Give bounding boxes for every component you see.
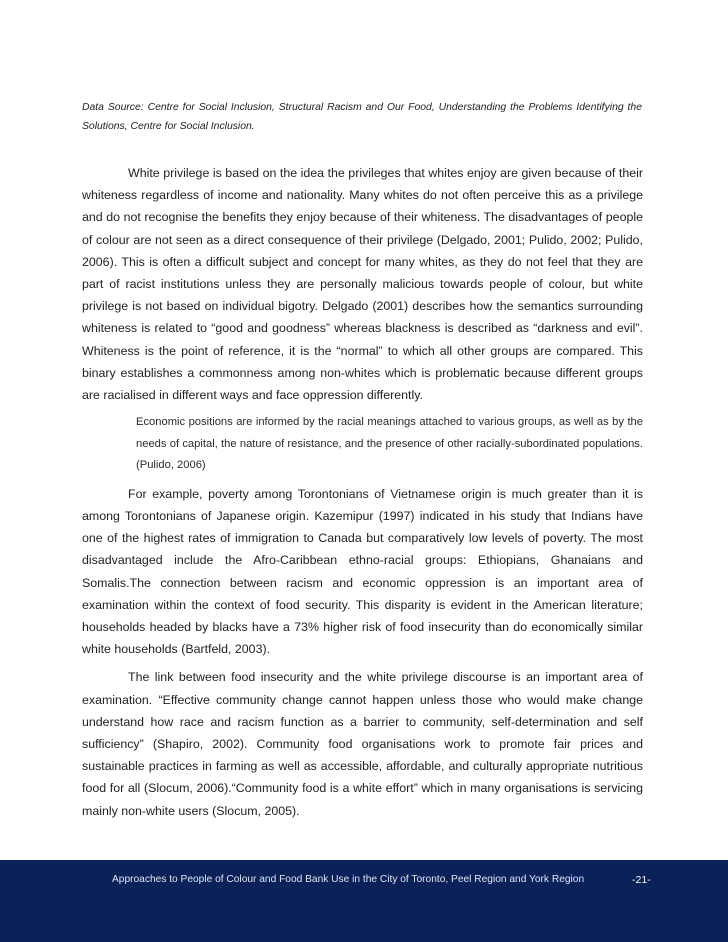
paragraph-white-privilege: White privilege is based on the idea the privileges that whites enjoy are given because of their whiteness regardless of income and nationality. Many whites do not often perceive this as a privilege and do not recognise the benefits they enjoy because of their whiteness. The disadvantages of people of colour are not seen as a direct consequence of their privilege (Delgado, 2001; Pulido, 2002; Pulido, 2006). This is often a difficult subject and concept for many whites, as they do not feel that they are part of racist institutions unless they are personally malicious towards people of colour, but white privilege is not based on individual bigotry. Delgado (2001) describes how the semantics surrounding whiteness is related to “good and goodness” whereas blackness is described as “darkness and evil”. Whiteness is the point of reference, it is the “normal” to which all other groups are compared. This binary establishes a commonness among non-whites which is problematic because different groups are racialised in different ways and face oppression differently. (82, 166, 643, 403)
footer-title: Approaches to People of Colour and Food Bank Use in the City of Toronto, Peel Region and York Region (112, 874, 585, 885)
data-source-note: Data Source: Centre for Social Inclusion, Structural Racism and Our Food, Understanding the Problems Identifying the Solutions, Centre for Social Inclusion. (82, 102, 642, 132)
page-footer (0, 860, 728, 942)
paragraph-food-insecurity-link: The link between food insecurity and the white privilege discourse is an important area of examination. “Effective community change cannot happen unless those who would make change understand how race and racism function as a barrier to community, self-determination and self sufficiency” (Shapiro, 2002). Community food organisations work to promote fair prices and sustainable practices in farming as well as accessible, affordable, and culturally appropriate nutritious food for all (Slocum, 2006).“Community food is a white effort” which in many organisations is servicing mainly non-white users (Slocum, 2005). (82, 670, 643, 818)
body-text (82, 162, 643, 828)
page-number: -21- (632, 874, 651, 886)
paragraph-poverty-example: For example, poverty among Torontonians of Vietnamese origin is much greater than it is among Torontonians of Japanese origin. Kazemipur (1997) indicated in his study that Indians have one of the highest rates of immigration to Canada but comparatively low levels of poverty. The most disadvantaged include the Afro-Caribbean ethno-racial groups: Ethiopians, Ghanaians and Somalis.The connection between racism and economic oppression is an important area of examination within the context of food security. This disparity is evident in the American literature; households headed by blacks have a 73% higher risk of food insecurity than do economically similar white households (Bartfeld, 2003). (82, 486, 643, 657)
block-quote-pulido: Economic positions are informed by the racial meanings attached to various groups, as well as by the needs of capital, the nature of resistance, and the presence of other racially-subordinated populations. (Pulido, 2006) (136, 416, 643, 472)
